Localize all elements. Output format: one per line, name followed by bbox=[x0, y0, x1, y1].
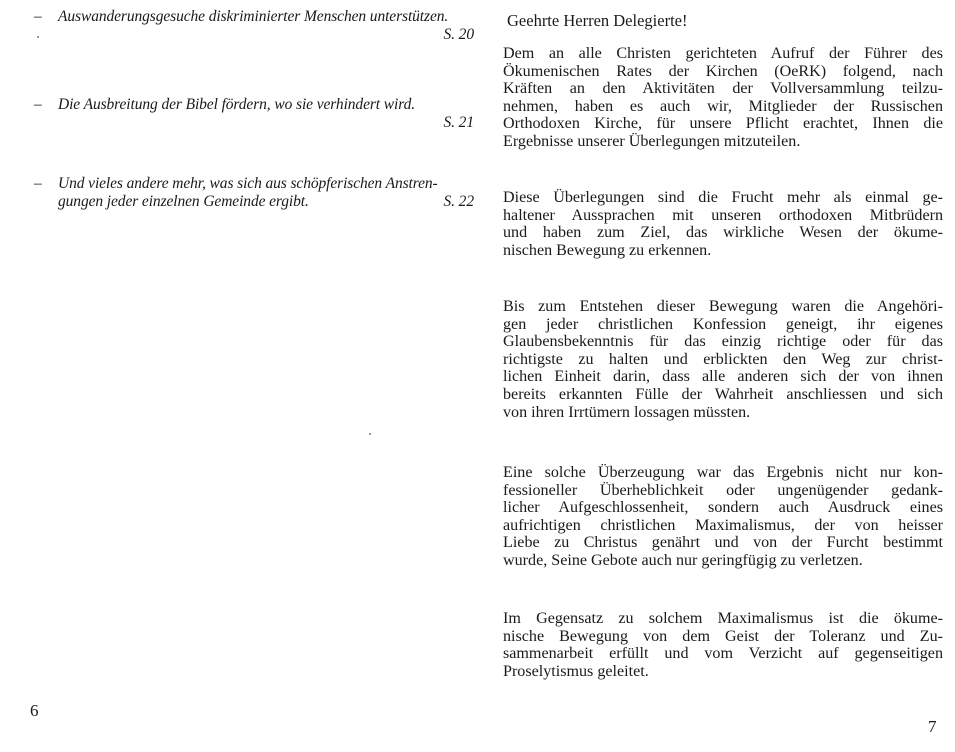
text-line: Proselytismus geleitet. bbox=[503, 662, 649, 680]
text-line: nehmen, haben es auch wir, Mitglieder der Russischen bbox=[503, 97, 943, 115]
paragraph bbox=[503, 464, 943, 570]
page-reference: S. 20 bbox=[443, 26, 474, 43]
text-line: Glaubensbekenntnis für das einzig richtige oder für das bbox=[503, 333, 943, 351]
page-reference: S. 21 bbox=[443, 114, 474, 131]
page-number: 7 bbox=[928, 717, 937, 736]
text-line: richtigste zu halten und erblickten den Weg zur christ- bbox=[503, 350, 943, 368]
text-line: und haben zum Ziel, das wirkliche Wesen der ökume- bbox=[503, 224, 943, 242]
paragraph bbox=[503, 610, 943, 680]
scan-speck bbox=[369, 433, 371, 435]
text-line: bereits erkannten Fülle der Wahrheit anschliessen und sich bbox=[503, 385, 943, 403]
list-item-text: Die Ausbreitung der Bibel fördern, wo sie verhindert wird. bbox=[58, 96, 415, 113]
text-line: Orthodoxen Kirche, für unsere Pflicht erachtet, Ihnen die bbox=[503, 115, 943, 133]
list-item bbox=[34, 96, 474, 132]
paragraph bbox=[503, 45, 943, 151]
text-line: Kräften an den Aktivitäten der Vollversammlung teilzu- bbox=[503, 80, 943, 98]
text-line: Im Gegensatz zu solchem Maximalismus ist die ökume- bbox=[503, 610, 943, 627]
text-line: gen jeder christlichen Konfession geneigt, ihr eigenes bbox=[503, 315, 943, 333]
text-line: wurde, Seine Gebote auch nur geringfügig zu verletzen. bbox=[503, 551, 863, 569]
list-dash: – bbox=[34, 96, 42, 113]
text-line: Dem an alle Christen gerichteten Aufruf der Führer des bbox=[503, 45, 943, 62]
list-item-text: Und vieles andere mehr, was sich aus schöpferischen Anstren- bbox=[58, 175, 438, 192]
salutation: Geehrte Herren Delegierte! bbox=[507, 11, 688, 30]
right-page bbox=[495, 0, 955, 752]
text-line: sammenarbeit erfüllt und vom Verzicht auf gegenseitigen bbox=[503, 645, 943, 663]
list-item bbox=[34, 8, 474, 44]
list-item-text: Auswanderungsgesuche diskriminierter Menschen unterstützen. bbox=[58, 8, 449, 25]
text-line: nischen Bewegung zu erkennen. bbox=[503, 241, 712, 259]
text-line: Bis zum Entstehen dieser Bewegung waren die Angehöri- bbox=[503, 298, 943, 315]
text-line: Ökumenischen Rates der Kirchen (OeRK) folgend, nach bbox=[503, 62, 943, 80]
page-number: 6 bbox=[30, 701, 39, 720]
text-line: Diese Überlegungen sind die Frucht mehr als einmal ge- bbox=[503, 189, 943, 206]
text-line: lichen Einheit darin, dass alle anderen sich der von ihnen bbox=[503, 368, 943, 386]
text-line: licher Aufgeschlossenheit, sondern auch Ausdruck eines bbox=[503, 499, 943, 517]
text-line: fessioneller Überheblichkeit oder ungenügender gedank- bbox=[503, 481, 943, 499]
list-dash: – bbox=[34, 175, 42, 192]
paragraph bbox=[503, 189, 943, 259]
paragraph bbox=[503, 298, 943, 421]
list-item bbox=[34, 175, 474, 211]
text-line: aufrichtigen christlichen Maximalismus, der von heisser bbox=[503, 516, 943, 534]
text-line: Ergebnisse unserer Überlegungen mitzuteilen. bbox=[503, 132, 801, 150]
page-reference: S. 22 bbox=[443, 193, 474, 210]
text-line: von ihren Irrtümern lossagen müssten. bbox=[503, 403, 751, 421]
text-line: nische Bewegung von dem Geist der Toleranz und Zu- bbox=[503, 627, 943, 645]
scan-speck bbox=[37, 36, 39, 38]
list-dash: – bbox=[34, 8, 42, 25]
text-line: Liebe zu Christus genährt und von der Furcht bestimmt bbox=[503, 534, 943, 552]
list-item-text: gungen jeder einzelnen Gemeinde ergibt. bbox=[58, 193, 309, 210]
text-line: haltener Aussprachen mit unseren orthodoxen Mitbrüdern bbox=[503, 206, 943, 224]
text-line: Eine solche Überzeugung war das Ergebnis nicht nur kon- bbox=[503, 464, 943, 481]
